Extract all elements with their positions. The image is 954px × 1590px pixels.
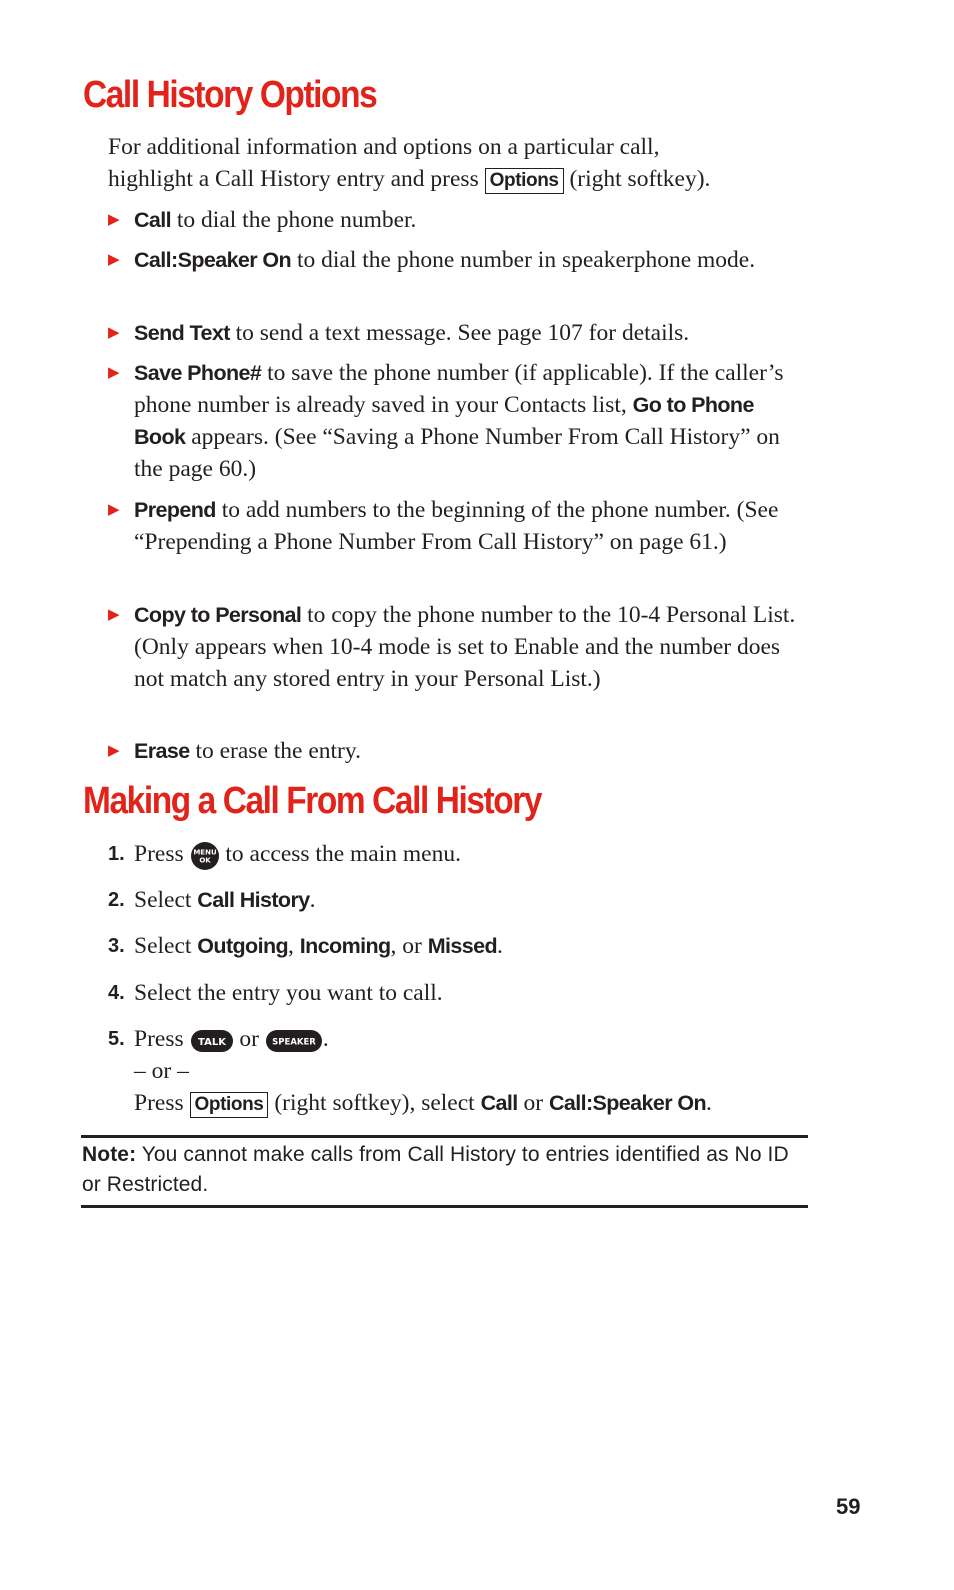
- bullet-erase: [108, 735, 808, 767]
- menu-ok-key-icon: [190, 841, 220, 871]
- step-2: [108, 884, 828, 916]
- step-keyword: Call History: [197, 888, 310, 912]
- talk-key-icon: [190, 1029, 234, 1053]
- bullet-keyword: Copy to Personal: [134, 603, 302, 627]
- bullet-call: [108, 204, 808, 236]
- bullet-arrow-icon: ▶: [108, 502, 120, 518]
- svg-text:OK: OK: [198, 856, 211, 865]
- step-number: 2.: [108, 889, 125, 911]
- note-box: [82, 1140, 802, 1200]
- step-text: Select: [134, 933, 198, 959]
- bullet-text-continued: appears. (See “Saving a Phone Number From Call History” on the page 60.): [134, 424, 780, 482]
- bullet-text: to copy the phone number to the 10-4 Personal List. (Only appears when 10-4 mode is set to Enable and the number does not match any stored entry in your Personal List.): [134, 602, 796, 692]
- step-keyword-incoming: Incoming: [299, 934, 391, 958]
- step-alt-text-end: .: [706, 1090, 712, 1116]
- bullet-arrow-icon: ▶: [108, 252, 120, 268]
- step-text: Press: [134, 1026, 190, 1052]
- step-text: Select the entry you want to call.: [134, 980, 443, 1006]
- svg-text:MENU: MENU: [192, 848, 217, 857]
- step-separator: ,: [288, 933, 300, 959]
- bullet-text: to save the phone number (if applicable). If the caller’s phone number is already saved in your Contacts list,: [134, 360, 784, 418]
- step-text-end: .: [497, 933, 503, 959]
- step-4: [108, 977, 828, 1009]
- bullet-save-phone: [108, 357, 808, 485]
- bullet-keyword: Prepend: [134, 498, 216, 522]
- speaker-key-icon: [265, 1029, 323, 1053]
- page-number: 59: [836, 1494, 861, 1519]
- step-text-end: .: [322, 1026, 329, 1052]
- bullet-copy-to-personal: [108, 599, 808, 695]
- bullet-keyword: Erase: [134, 739, 190, 763]
- step-3: [108, 930, 828, 962]
- intro-line-2-end: (right softkey).: [563, 166, 711, 192]
- step-alt-text: Press: [134, 1090, 190, 1116]
- bullet-arrow-icon: ▶: [108, 325, 120, 341]
- section-title-making-a-call: Making a Call From Call History: [83, 780, 542, 822]
- bullet-arrow-icon: ▶: [108, 212, 120, 228]
- intro-line-1: For additional information and options on a particular call,: [108, 134, 660, 160]
- intro-paragraph: [108, 131, 808, 195]
- bullet-prepend: [108, 494, 808, 558]
- section-title-call-history-options: Call History Options: [83, 74, 377, 116]
- note-label: Note:: [82, 1143, 137, 1166]
- intro-line-2: highlight a Call History entry and press: [108, 166, 485, 192]
- or-separator: – or –: [134, 1058, 189, 1084]
- step-alt-text-mid: (right softkey), select: [268, 1090, 481, 1116]
- step-number: 5.: [108, 1028, 125, 1050]
- step-keyword-call-speaker-on: Call:Speaker On: [548, 1091, 707, 1115]
- step-number: 1.: [108, 843, 125, 865]
- bullet-text: to dial the phone number in speakerphone mode.: [291, 247, 756, 273]
- bullet-send-text: [108, 317, 808, 349]
- bullet-keyword: Call:Speaker On: [134, 248, 292, 272]
- bullet-call-speaker-on: [108, 244, 808, 276]
- bullet-text: to dial the phone number.: [171, 207, 417, 233]
- note-top-rule: [81, 1135, 808, 1138]
- bullet-arrow-icon: ▶: [108, 743, 120, 759]
- step-1: [108, 838, 828, 871]
- options-softkey-label: Options: [190, 1092, 269, 1118]
- bullet-text: to send a text message. See page 107 for details.: [229, 320, 690, 346]
- step-keyword-call: Call: [480, 1091, 518, 1115]
- svg-text:SPEAKER: SPEAKER: [271, 1037, 316, 1048]
- step-text-end: .: [309, 887, 316, 913]
- bullet-text: to erase the entry.: [189, 738, 361, 764]
- step-keyword-missed: Missed: [427, 934, 498, 958]
- note-text: You cannot make calls from Call History to entries identified as No ID or Restricted.: [82, 1143, 789, 1196]
- bullet-arrow-icon: ▶: [108, 607, 120, 623]
- step-number: 4.: [108, 982, 125, 1004]
- step-text: Select: [134, 887, 198, 913]
- bullet-keyword: Call: [134, 208, 172, 232]
- step-5: [108, 1023, 828, 1119]
- note-bottom-rule: [81, 1205, 808, 1208]
- options-softkey-label: Options: [485, 168, 564, 194]
- bullet-arrow-icon: ▶: [108, 365, 120, 381]
- bullet-keyword: Send Text: [134, 321, 230, 345]
- step-text: Press: [134, 841, 190, 867]
- step-keyword-outgoing: Outgoing: [197, 934, 289, 958]
- step-number: 3.: [108, 935, 125, 957]
- bullet-keyword-go-to-phone-book: Go to Phone Book: [134, 393, 754, 449]
- step-text-end: to access the main menu.: [219, 841, 461, 867]
- bullet-keyword: Save Phone#: [134, 361, 262, 385]
- step-text-or: or: [233, 1026, 265, 1052]
- bullet-text: to add numbers to the beginning of the phone number. (See “Prepending a Phone Number From Call History” on page 61.): [134, 497, 779, 555]
- step-alt-or: or: [517, 1090, 549, 1116]
- svg-text:TALK: TALK: [197, 1036, 226, 1048]
- step-separator: , or: [390, 933, 428, 959]
